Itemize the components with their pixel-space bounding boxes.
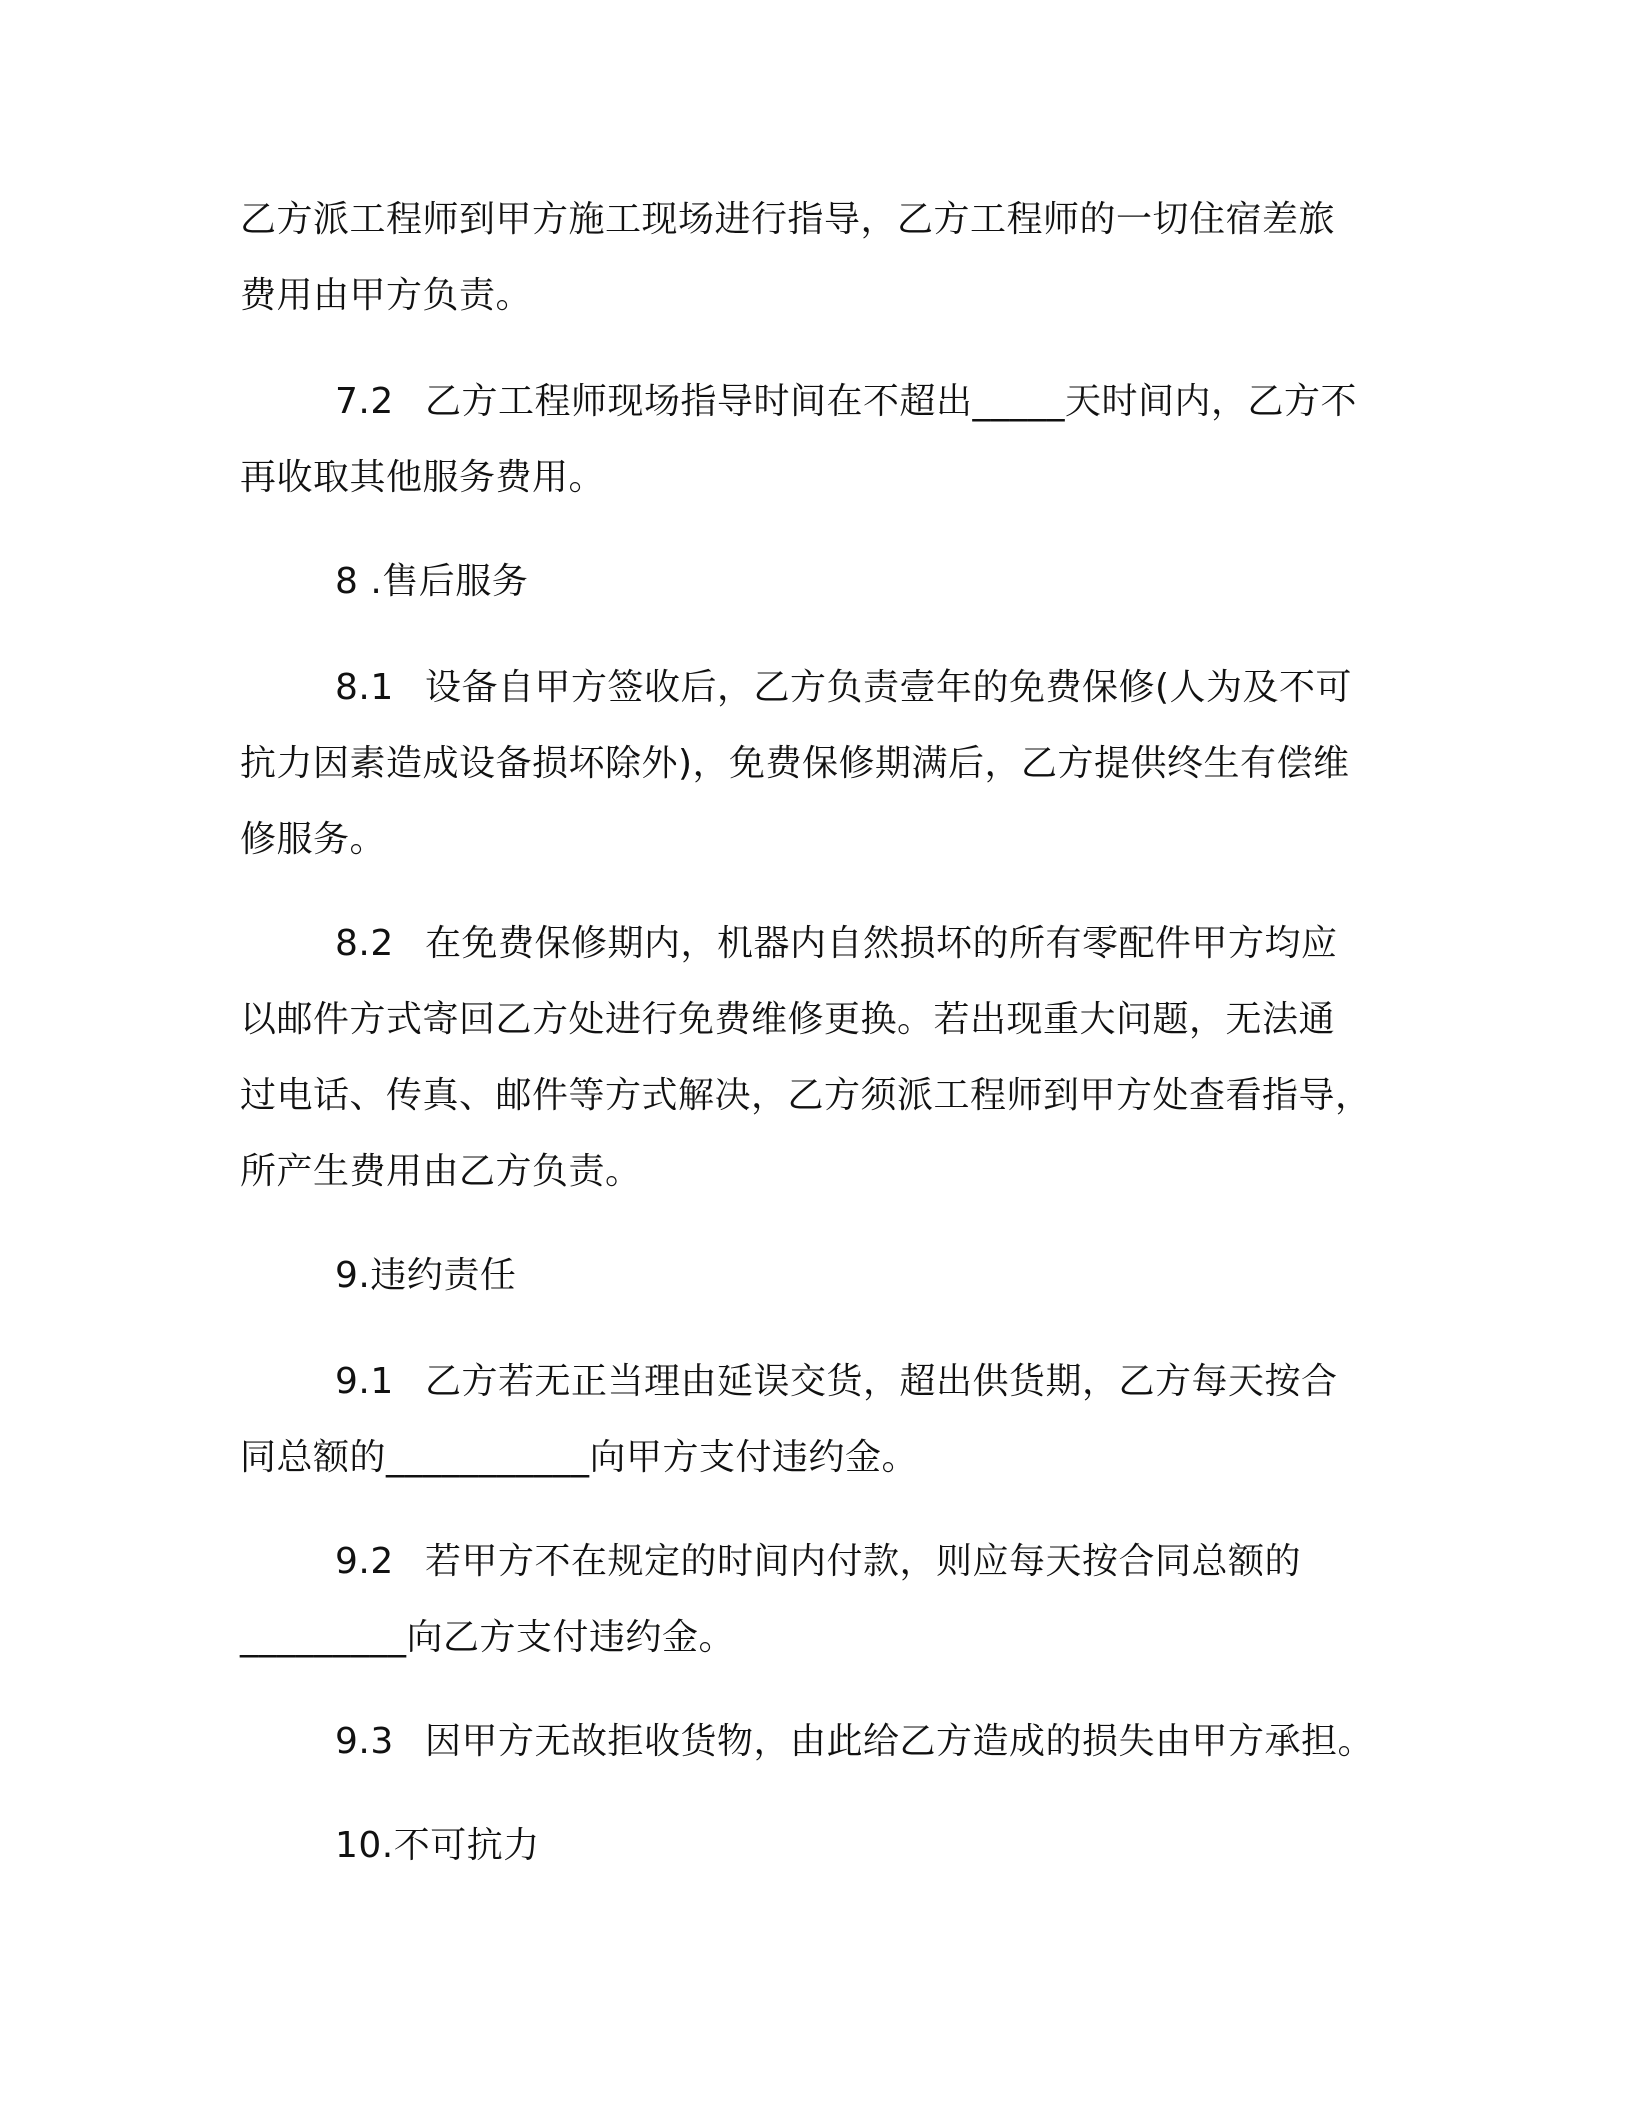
clause-number: 9.3 <box>335 1721 394 1762</box>
clause-number: 9.2 <box>335 1541 394 1582</box>
clause-9-1-line-1 <box>335 1358 1405 1406</box>
paragraph-7-1-line-1 <box>240 196 1400 244</box>
clause-9-1-line-2 <box>240 1434 1400 1482</box>
clause-9-3-line-1 <box>335 1718 1405 1766</box>
section-10-heading <box>335 1822 1405 1870</box>
clause-number: 8.1 <box>335 667 394 708</box>
text: 若甲方不在规定的时间内付款，则应每天按合同总额的 <box>425 1541 1302 1582</box>
text: 设备自甲方签收后，乙方负责壹年的免费保修(人为及不可 <box>425 667 1353 708</box>
text: 乙方派工程师到甲方施工现场进行指导，乙方工程师的一切住宿差旅 <box>240 199 1336 240</box>
clause-7-2-line-1 <box>335 378 1405 426</box>
heading-text: 10.不可抗力 <box>335 1825 540 1866</box>
clause-9-2-line-1 <box>335 1538 1405 1586</box>
clause-number: 9.1 <box>335 1361 394 1402</box>
text: 以邮件方式寄回乙方处进行免费维修更换。若出现重大问题，无法通 <box>240 999 1336 1040</box>
clause-number: 7.2 <box>335 381 394 422</box>
text: _________向乙方支付违约金。 <box>240 1617 736 1658</box>
text: 因甲方无故拒收货物，由此给乙方造成的损失由甲方承担。 <box>425 1721 1375 1762</box>
heading-text: 8 .售后服务 <box>335 561 529 602</box>
clause-8-1-line-1 <box>335 664 1405 712</box>
clause-8-2-line-4 <box>240 1148 1400 1196</box>
section-9-heading <box>335 1252 1405 1300</box>
clause-8-2-line-3 <box>240 1072 1400 1120</box>
clause-9-2-line-2 <box>240 1614 1400 1662</box>
section-8-heading <box>335 558 1405 606</box>
clause-8-1-line-3 <box>240 816 1400 864</box>
text: 在免费保修期内，机器内自然损坏的所有零配件甲方均应 <box>425 923 1338 964</box>
text: 费用由甲方负责。 <box>240 275 533 316</box>
text: 再收取其他服务费用。 <box>240 457 606 498</box>
text: 乙方工程师现场指导时间在不超出_____天时间内，乙方不 <box>425 381 1358 422</box>
clause-8-2-line-2 <box>240 996 1400 1044</box>
text: 抗力因素造成设备损坏除外)，免费保修期满后，乙方提供终生有偿维 <box>240 743 1350 784</box>
clause-8-1-line-2 <box>240 740 1400 788</box>
paragraph-7-1-line-2 <box>240 272 1400 320</box>
clause-8-2-line-1 <box>335 920 1405 968</box>
clause-7-2-line-2 <box>240 454 1400 502</box>
text: 所产生费用由乙方负责。 <box>240 1151 642 1192</box>
text: 乙方若无正当理由延误交货，超出供货期，乙方每天按合 <box>425 1361 1338 1402</box>
heading-text: 9.违约责任 <box>335 1255 517 1296</box>
text: 同总额的___________向甲方支付违约金。 <box>240 1437 919 1478</box>
clause-number: 8.2 <box>335 923 394 964</box>
text: 修服务。 <box>240 819 387 860</box>
text: 过电话、传真、邮件等方式解决，乙方须派工程师到甲方处查看指导， <box>240 1075 1372 1116</box>
